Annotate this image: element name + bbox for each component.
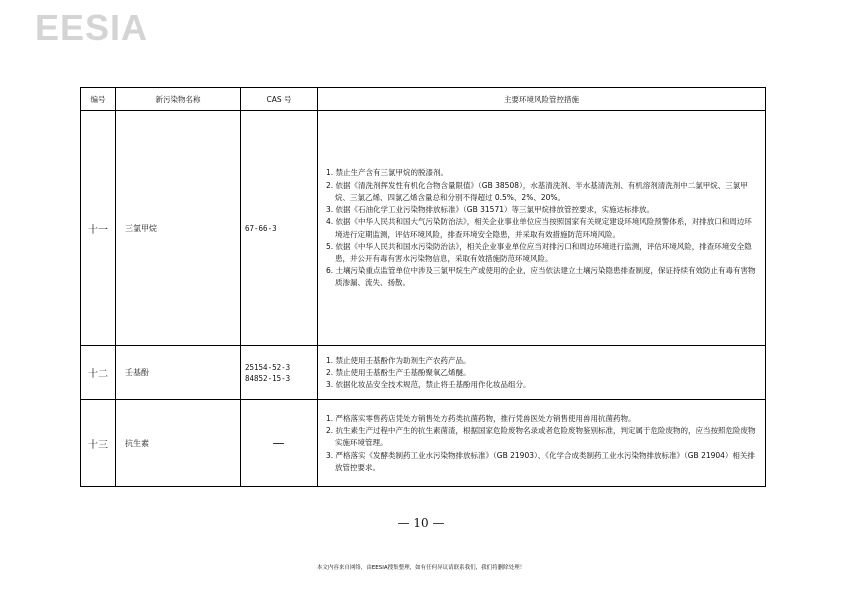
measure-item: 2. 抗生素生产过程中产生的抗生素菌渣，根据国家危险废物名录或者危险废物鉴别标准，判定属于危险废物的，应当按照危险废物实施环境管理。: [326, 426, 756, 448]
cas-number: [241, 111, 318, 346]
measure-item: 2. 禁止使用壬基酚生产壬基酚聚氧乙烯醚。: [326, 367, 471, 377]
row-num: 十一: [81, 111, 116, 346]
measures-cell: [318, 400, 766, 487]
footer-note: 本文内容来自网络，由EESIA搜集整理，如有任何异议请联系我们，我们将删除处理！: [316, 565, 526, 571]
page-number: — 10 —: [397, 516, 445, 530]
table-row: [81, 346, 766, 400]
pollutant-name: 壬基酚: [116, 346, 241, 400]
measure-item: 6. 土壤污染重点监管单位中涉及三氯甲烷生产或使用的企业，应当依法建立土壤污染隐患排查制度，保证持续有效防止有毒有害物质渗漏、流失、扬散。: [326, 266, 756, 288]
eesia-logo: EESIA: [35, 7, 149, 48]
measure-item: 1. 严格落实零售药店凭处方销售处方药类抗菌药物，推行凭兽医处方销售使用兽用抗菌药物。: [326, 413, 636, 423]
measures-cell: [318, 111, 766, 346]
table-row: [81, 111, 766, 346]
header-cas: CAS 号: [241, 88, 318, 111]
pollutant-name: 三氯甲烷: [116, 111, 241, 346]
header-name: 新污染物名称: [116, 88, 241, 111]
pollutant-table: [80, 87, 766, 487]
cas-line: 25154-52-3: [245, 362, 291, 372]
measure-item: 2. 依据《清洗剂挥发性有机化合物含量限值》（GB 38508），水基清洗剂、半水基清洗剂、有机溶剂清洗剂中二氯甲烷、三氯甲烷、三氯乙烯、四氯乙烯含量总和分别不得超过 0.5%、2%、20%。: [326, 180, 748, 202]
measure-item: 4. 依据《中华人民共和国大气污染防治法》，相关企业事业单位应当按照国家有关规定建设环境风险预警体系，对排放口和周边环境进行定期监测，评估环境风险，排查环境安全隐患，并采取有效措施防范环境风险。: [326, 217, 752, 239]
row-num: 十三: [81, 400, 116, 487]
cas-line: 84852-15-3: [245, 373, 291, 383]
measure-item: 1. 禁止使用壬基酚作为助剂生产农药产品。: [326, 355, 471, 365]
measure-item: 3. 依据《石油化学工业污染物排放标准》（GB 31571）等三氯甲烷排放管控要求，实施达标排放。: [326, 205, 654, 215]
measure-item: 1. 禁止生产含有三氯甲烷的脱漆剂。: [326, 168, 449, 178]
table-row: [81, 400, 766, 487]
cas-number: [241, 400, 318, 487]
cas-line: —: [272, 435, 285, 450]
measure-item: 5. 依据《中华人民共和国水污染防治法》，相关企业事业单位应当对排污口和周边环境进行监测，评估环境风险，排查环境安全隐患，并公开有毒有害水污染物信息，采取有效措施防范环境风险。: [326, 241, 752, 263]
header-num: 编号: [81, 88, 116, 111]
row-num: 十二: [81, 346, 116, 400]
header-measures: 主要环境风险管控措施: [318, 88, 766, 111]
cas-number: [241, 346, 318, 400]
measure-item: 3. 依据化妆品安全技术规范，禁止将壬基酚用作化妆品组分。: [326, 380, 531, 390]
pollutant-name: 抗生素: [116, 400, 241, 487]
cas-line: 67-66-3: [245, 223, 277, 233]
table-header-row: [81, 88, 766, 111]
measures-cell: [318, 346, 766, 400]
measure-item: 3. 严格落实《发酵类制药工业水污染物排放标准》（GB 21903）、《化学合成类制药工业水污染物排放标准》（GB 21904）相关排放管控要求。: [326, 450, 755, 472]
